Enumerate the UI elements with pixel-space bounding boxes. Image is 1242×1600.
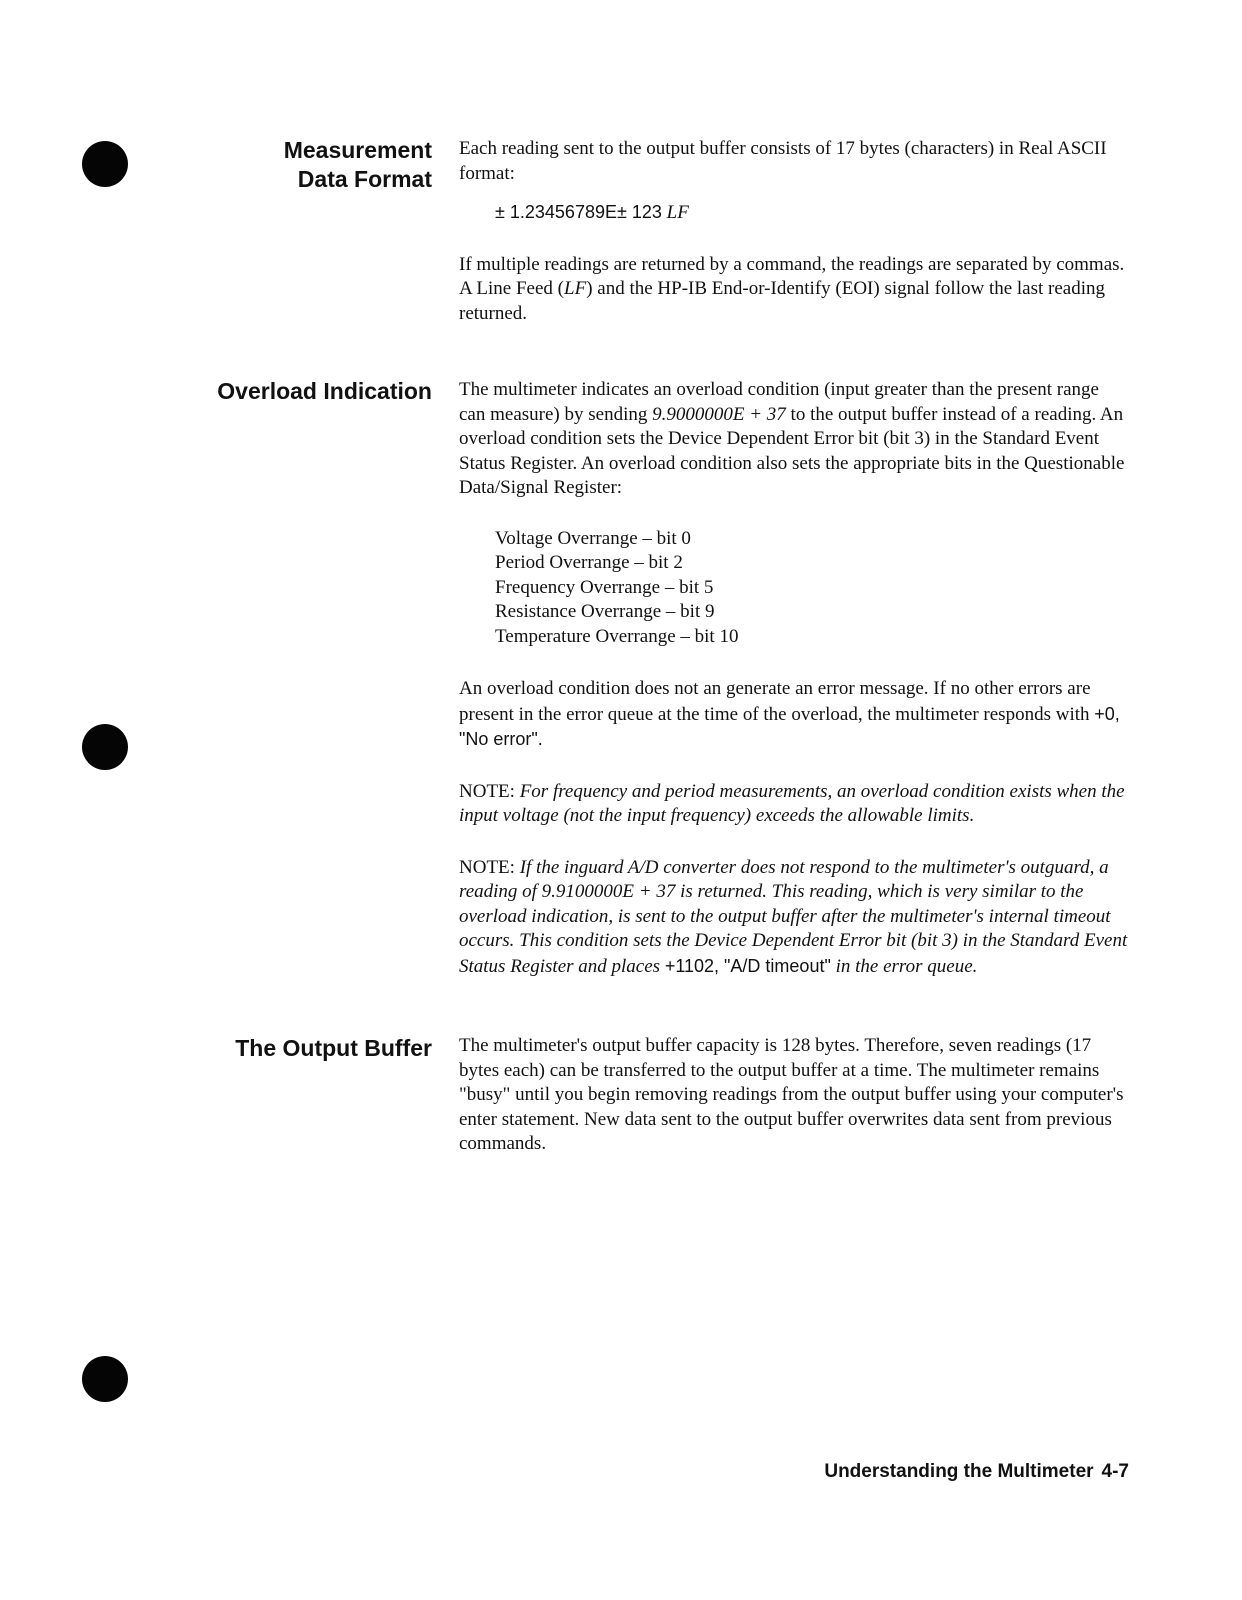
format-value: ± 1.23456789E± 123: [495, 202, 662, 222]
text-run: An overload condition does not an generate an error message. If no other errors are present in the error queue at the time of the overload, the multimeter responds with: [459, 678, 1091, 725]
page-footer: [824, 1461, 1129, 1483]
response-code: +0, "No error".: [459, 703, 1120, 749]
punch-hole-top: [82, 141, 128, 187]
output-buffer-body: [459, 1034, 1129, 1157]
paragraph: [459, 253, 1129, 327]
note-label: NOTE:: [459, 856, 515, 878]
heading-output-buffer: The Output Buffer: [235, 1035, 432, 1061]
footer-title: Understanding the Multimeter: [824, 1461, 1094, 1482]
text-run: LF: [564, 278, 587, 299]
text-run: If multiple readings are returned by a command, the readings are separated by commas. A Line Feed (: [459, 253, 1125, 299]
list-item: Resistance Overrange – bit 9: [495, 601, 715, 622]
text-run: The multimeter indicates an overload condition (input greater than the present range can measure) by sending: [459, 379, 1099, 425]
note-text: in the error queue.: [835, 955, 978, 977]
note-inguard: [459, 856, 1129, 980]
heading-measurement-data-format: [284, 136, 432, 194]
heading-line: Data Format: [297, 166, 432, 192]
punch-hole-middle: [82, 724, 128, 770]
text-run: ) and the HP-IB End-or-Identify (EOI) signal follow the last reading returned.: [459, 278, 1106, 324]
list-item: Voltage Overrange – bit 0: [495, 527, 691, 549]
heading-overload-indication: Overload Indication: [217, 378, 432, 404]
text-run: to the output buffer instead of a reading. An overload condition sets the Device Dependent Error bit (bit 3) in the Standard Event Status Register. An overload condition also sets the appropriate bits in the Questionable Data/Signal Register:: [459, 403, 1125, 498]
paragraph: [459, 378, 1129, 501]
paragraph: The multimeter's output buffer capacity is 128 bytes. Therefore, seven readings (17 bytes each) can be transferred to the output buffer at a time. The multimeter remains "busy" until you begin removing readings from the output buffer using your computer's enter statement. New data sent to the output buffer overwrites data sent from previous commands.: [459, 1035, 1124, 1154]
list-item: Period Overrange – bit 2: [495, 552, 683, 573]
error-code: +1102, "A/D timeout": [664, 955, 831, 976]
overrange-bit-list: [495, 527, 1129, 650]
list-item: Frequency Overrange – bit 5: [495, 576, 714, 598]
heading-line: Measurement: [283, 137, 432, 163]
paragraph: Each reading sent to the output buffer consists of 17 bytes (characters) in Real ASCII format:: [459, 138, 1107, 184]
overload-value: 9.9000000E + 37: [652, 403, 786, 425]
paragraph: [459, 677, 1129, 753]
list-item: Temperature Overrange – bit 10: [495, 625, 739, 647]
format-suffix: LF: [666, 202, 689, 223]
punch-hole-bottom: [82, 1356, 128, 1402]
note-label: NOTE:: [459, 780, 515, 802]
page-number: 4-7: [1101, 1461, 1129, 1482]
measurement-body: [459, 137, 1129, 326]
format-example: [495, 200, 1129, 226]
note-text: For frequency and period measurements, an overload condition exists when the input voltage (not the input frequency) exceeds the allowable limits.: [459, 780, 1125, 826]
note-frequency: [459, 780, 1129, 829]
overload-body: [459, 378, 1129, 979]
note-text: If the inguard A/D converter does not respond to the multimeter's outguard, a reading of 9.9100000E + 37 is returned. This reading, which is very similar to the overload indication, is sent to the output buffer after the multimeter's internal timeout occurs. This condition sets the Device Dependent Error bit (bit 3) in the Standard Event Status Register and places: [459, 856, 1128, 977]
